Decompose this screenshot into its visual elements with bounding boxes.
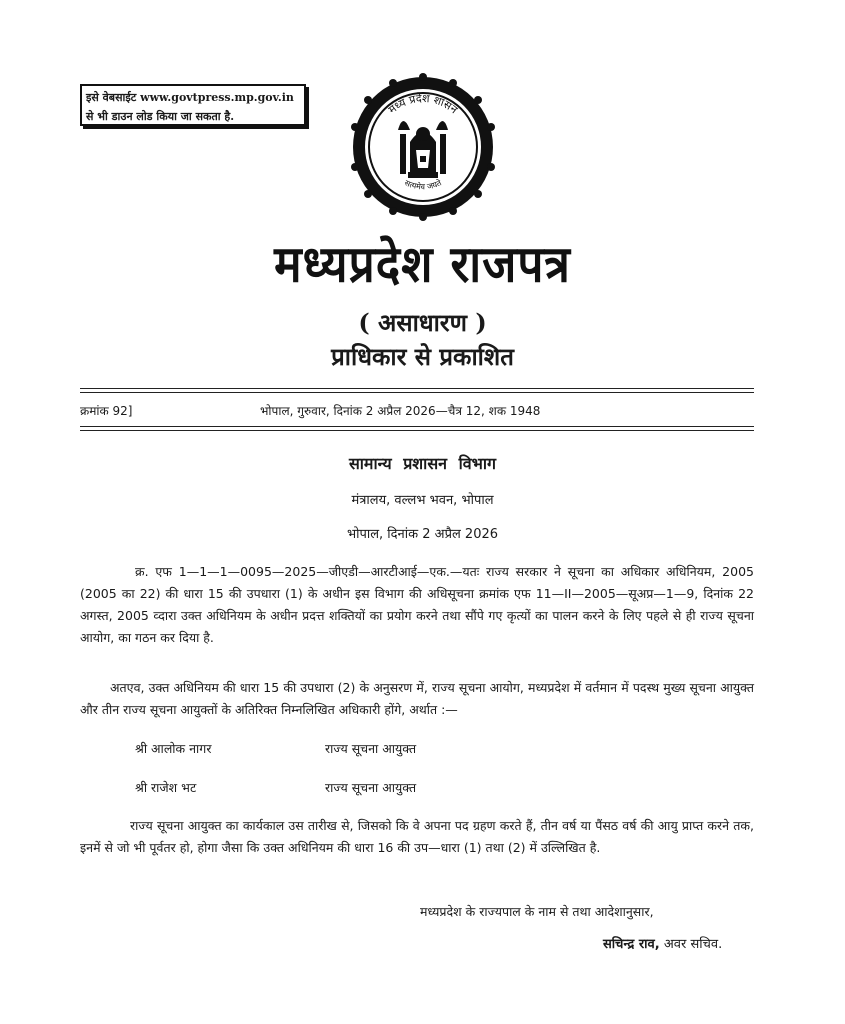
issue-date: भोपाल, गुरुवार, दिनांक 2 अप्रैल 2026—चैत्र 12, शक 1948 — [260, 404, 541, 418]
signature-authority-line: मध्यप्रदेश के राज्यपाल के नाम से तथा आदेशानुसार, — [420, 904, 654, 919]
gazette-subtitle: ( असाधारण ) — [358, 308, 487, 337]
notice-line-2: से भी डाउन लोड किया जा सकता है. — [86, 110, 235, 123]
gazette-title: मध्यप्रदेश राजपत्र — [274, 234, 571, 294]
officer-name: श्री राजेश भट — [135, 780, 197, 795]
officer-post: राज्य सूचना आयुक्त — [325, 741, 417, 756]
gazette-authority: प्राधिकार से प्रकाशित — [331, 342, 514, 371]
website-notice-box — [80, 84, 306, 126]
header-rule-top — [80, 388, 754, 389]
emblem-bottom-text: सत्यमेव जयते — [403, 178, 443, 192]
header-rule-top-2 — [80, 392, 754, 393]
signatory-name: सचिन्द्र राव, — [603, 937, 660, 952]
department-address: मंत्रालय, वल्लभ भवन, भोपाल — [351, 493, 494, 508]
issue-number: क्रमांक 92] — [80, 404, 133, 418]
body-paragraph-2: अतएव, उक्त अधिनियम की धारा 15 की उपधारा (2) के अनुसरण में, राज्य सूचना आयोग, मध्यप्रदेश में वर्तमान में पदस्थ मुख्य सूचना आयुक्त और तीन राज्य सूचना आयुक्तों के अतिरिक्त निम्नलिखित अधिकारी होंगे, अर्थात :— — [80, 680, 754, 717]
officer-post: राज्य सूचना आयुक्त — [325, 780, 417, 795]
notice-line-1: इसे वेबसाईट www.govtpress.mp.gov.in — [86, 91, 294, 104]
state-emblem-icon — [348, 72, 498, 222]
notification-date: भोपाल, दिनांक 2 अप्रैल 2026 — [346, 527, 499, 542]
officer-name: श्री आलोक नागर — [135, 741, 212, 756]
signatory — [603, 934, 722, 952]
header-rule-bottom — [80, 426, 754, 427]
header-rule-bottom-2 — [80, 430, 754, 431]
body-paragraph-1: क्र. एफ 1—1—1—0095—2025—जीएडी—आरटीआई—एक.—यतः राज्य सरकार ने सूचना का अधिकार अधिनियम, 2005 (2005 का 22) की धारा 15 की उपधारा (1) के अधीन इस विभाग की अधिसूचना क्रमांक एफ 11—II—2005—सूअप्र—1—9, दिनांक 22 अगस्त, 2005 व्दारा उक्त अधिनियम के अधीन प्रदत्त शक्तियों का प्रयोग करने तथा सौंपे गए कृत्यों का पालन करने के लिए पहले से ही राज्य सूचना आयोग, का गठन कर दिया है. — [80, 564, 754, 645]
department-name: सामान्य प्रशासन विभाग — [348, 454, 497, 473]
signatory-designation: अवर सचिव. — [663, 937, 723, 952]
body-paragraph-3: राज्य सूचना आयुक्त का कार्यकाल उस तारीख से, जिसको कि वे अपना पद ग्रहण करते हैं, तीन वर्ष या पैंसठ वर्ष की आयु प्राप्त करने तक, इनमें से जो भी पूर्वतर हो, होगा जैसा कि उक्त अधिनियम की धारा 16 की उप—धारा (1) तथा (2) में उल्लिखित है. — [80, 818, 754, 855]
emblem-top-text: मध्य प्रदेश शासन — [385, 91, 461, 117]
